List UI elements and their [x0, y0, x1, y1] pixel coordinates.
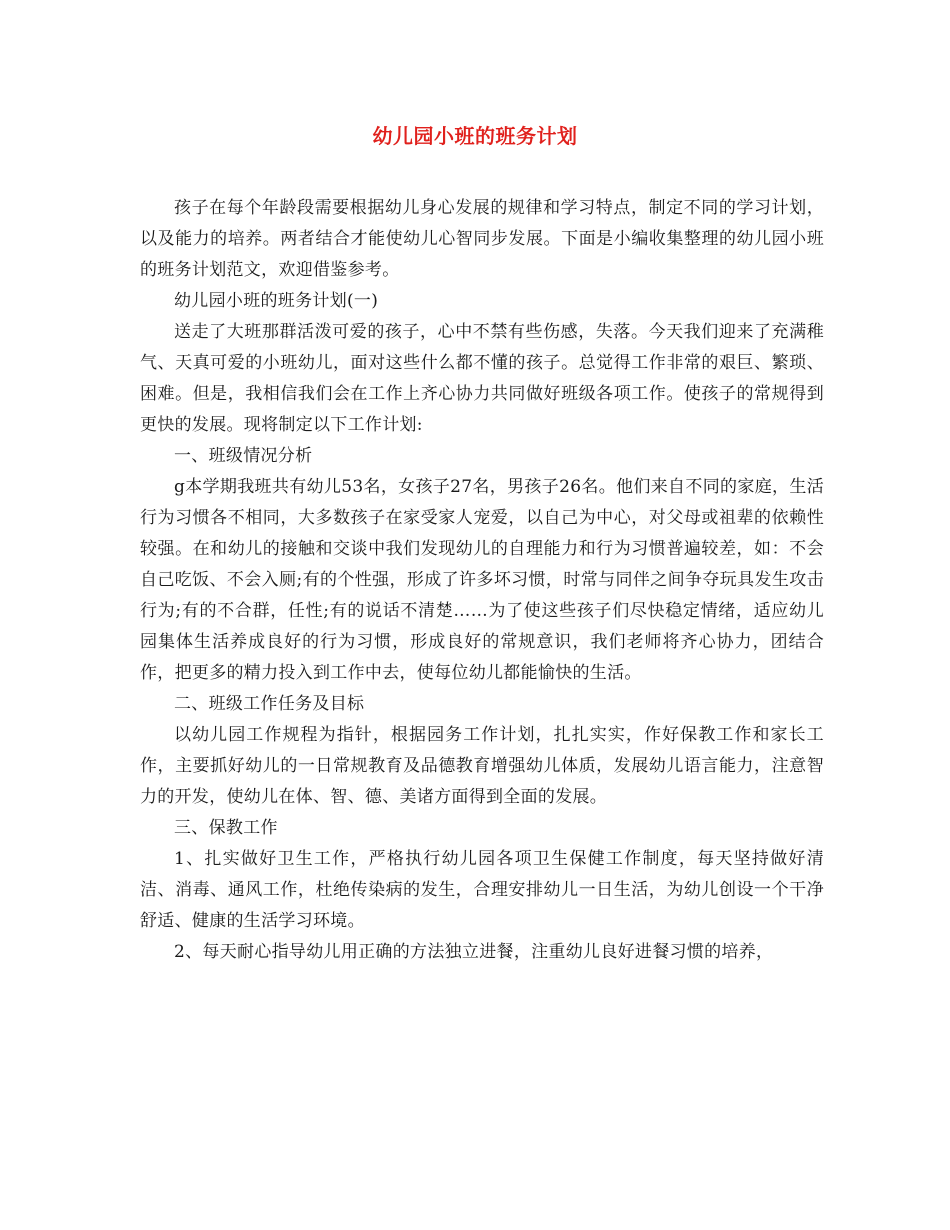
document-title: 幼儿园小班的班务计划: [372, 124, 578, 148]
tasks-goals-paragraph: 以幼儿园工作规程为指针，根据园务工作计划，扎扎实实，作好保教工作和家长工作，主要抓好幼儿的一日常规教育及品德教育增强幼儿体质，发展幼儿语言能力，注意智力的开发，使幼儿在体、智、德、美诸方面得到全面的发展。: [140, 725, 824, 807]
opening-paragraph: 送走了大班那群活泼可爱的孩子，心中不禁有些伤感，失落。今天我们迎来了充满稚气、天真可爱的小班幼儿，面对这些什么都不懂的孩子。总觉得工作非常的艰巨、繁琐、困难。但是，我相信我们会在工作上齐心协力共同做好班级各项工作。使孩子的常规得到更快的发展。现将制定以下工作计划:: [140, 322, 824, 435]
section-heading-care-education: 三、保教工作: [174, 818, 278, 838]
care-item-2-paragraph: 2、每天耐心指导幼儿用正确的方法独立进餐，注重幼儿良好进餐习惯的培养，: [174, 942, 774, 962]
section-heading-class-analysis: 一、班级情况分析: [174, 446, 313, 466]
intro-paragraph: 孩子在每个年龄段需要根据幼儿身心发展的规律和学习特点，制定不同的学习计划，以及能力的培养。两者结合才能使幼儿心智同步发展。下面是小编收集整理的幼儿园小班的班务计划范文，欢迎借鉴参考。: [140, 198, 824, 280]
document-body: [140, 193, 824, 968]
plan-heading: 幼儿园小班的班务计划(一): [174, 291, 379, 311]
section-heading-tasks-goals: 二、班级工作任务及目标: [174, 694, 365, 714]
care-item-1-paragraph: 1、扎实做好卫生工作，严格执行幼儿园各项卫生保健工作制度，每天坚持做好清洁、消毒、通风工作，杜绝传染病的发生，合理安排幼儿一日生活，为幼儿创设一个干净舒适、健康的生活学习环境。: [140, 849, 824, 931]
class-analysis-paragraph: g本学期我班共有幼儿53名，女孩子27名，男孩子26名。他们来自不同的家庭，生活行为习惯各不相同，大多数孩子在家受家人宠爱，以自己为中心，对父母或祖辈的依赖性较强。在和幼儿的接触和交谈中我们发现幼儿的自理能力和行为习惯普遍较差，如：不会自己吃饭、不会入厕;有的个性强，形成了许多坏习惯，时常与同伴之间争夺玩具发生攻击行为;有的不合群，任性;有的说话不清楚……为了使这些孩子们尽快稳定情绪，适应幼儿园集体生活养成良好的行为习惯，形成良好的常规意识，我们老师将齐心协力，团结合作，把更多的精力投入到工作中去，使每位幼儿都能愉快的生活。: [140, 477, 824, 683]
